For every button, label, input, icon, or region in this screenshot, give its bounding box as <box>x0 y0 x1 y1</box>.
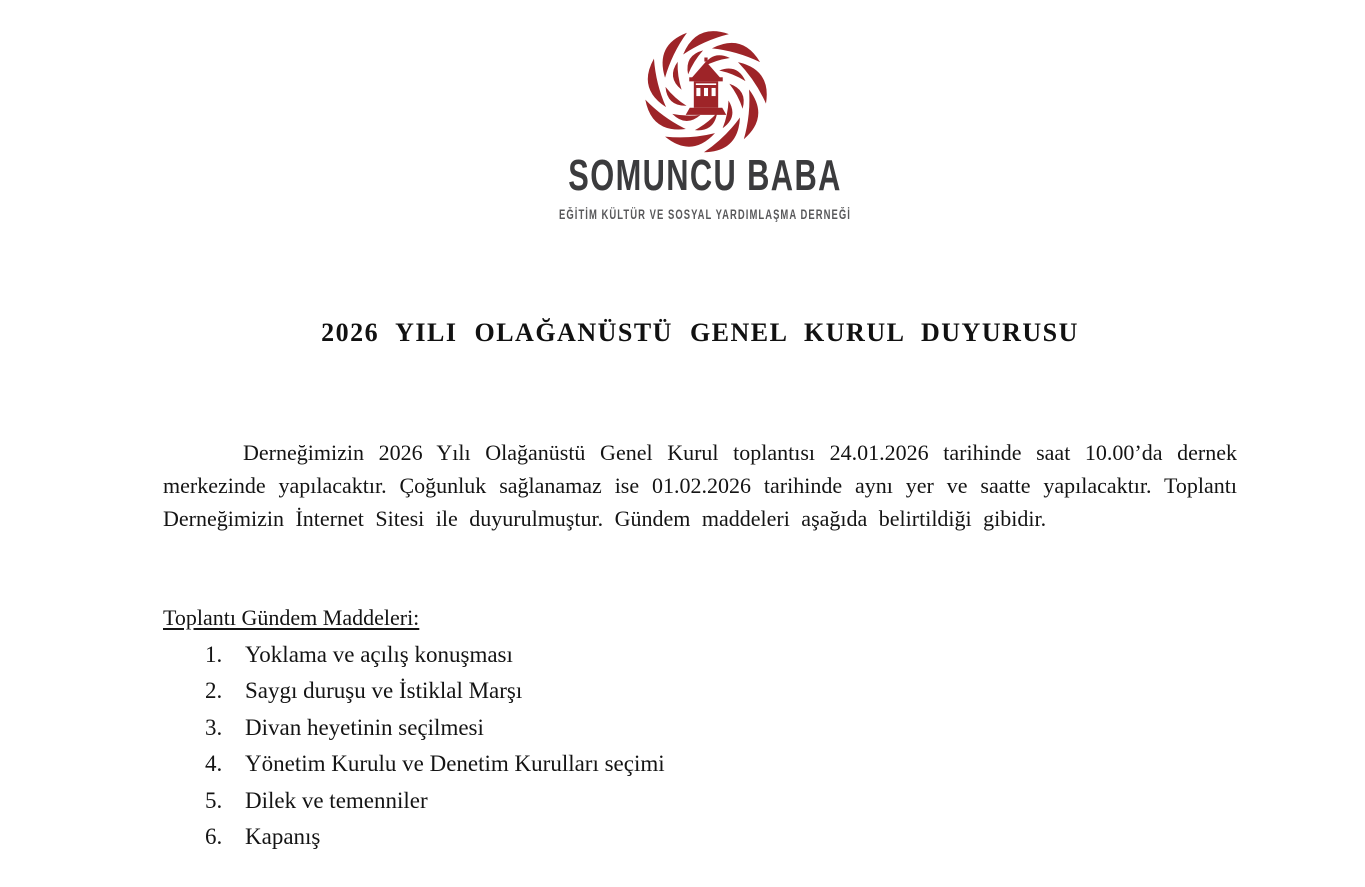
agenda-item: Kapanış <box>245 824 321 850</box>
agenda-item: Yoklama ve açılış konuşması <box>245 642 513 667</box>
association-name: SOMUNCU BABA <box>568 151 842 200</box>
document-title: 2026 YILI OLAĞANÜSTÜ GENEL KURUL DUYURUSU <box>321 318 1079 347</box>
agenda-list <box>163 637 1279 855</box>
agenda-item: Yönetim Kurulu ve Denetim Kurulları seçimi <box>245 751 665 777</box>
agenda-heading: Toplantı Gündem Maddeleri: <box>163 605 420 630</box>
association-subtitle: EĞİTİM KÜLTÜR VE SOSYAL YARDIMLAŞMA DERNEĞİ <box>559 207 851 222</box>
agenda-item: Saygı duruşu ve İstiklal Marşı <box>245 678 523 704</box>
agenda-item: Dilek ve temenniler <box>245 787 428 813</box>
logo-swirl <box>639 24 773 158</box>
announcement-paragraph: Derneğimizin 2026 Yılı Olağanüstü Genel Kurul toplantısı 24.01.2026 tarihinde saat 10.00’da dernek merkezinde yapılacaktır. Çoğunluk sağlanamaz ise 01.02.2026 tarihinde aynı yer ve saatte yapılacaktır. Toplantı Derneğimizin İnternet Sitesi ile duyurulmuştur. Gündem maddeleri aşağıda belirtildiği gibidir. <box>163 440 1237 532</box>
swirl-tomb-logo-icon <box>639 24 773 158</box>
agenda-item: Divan heyetinin seçilmesi <box>245 714 484 740</box>
